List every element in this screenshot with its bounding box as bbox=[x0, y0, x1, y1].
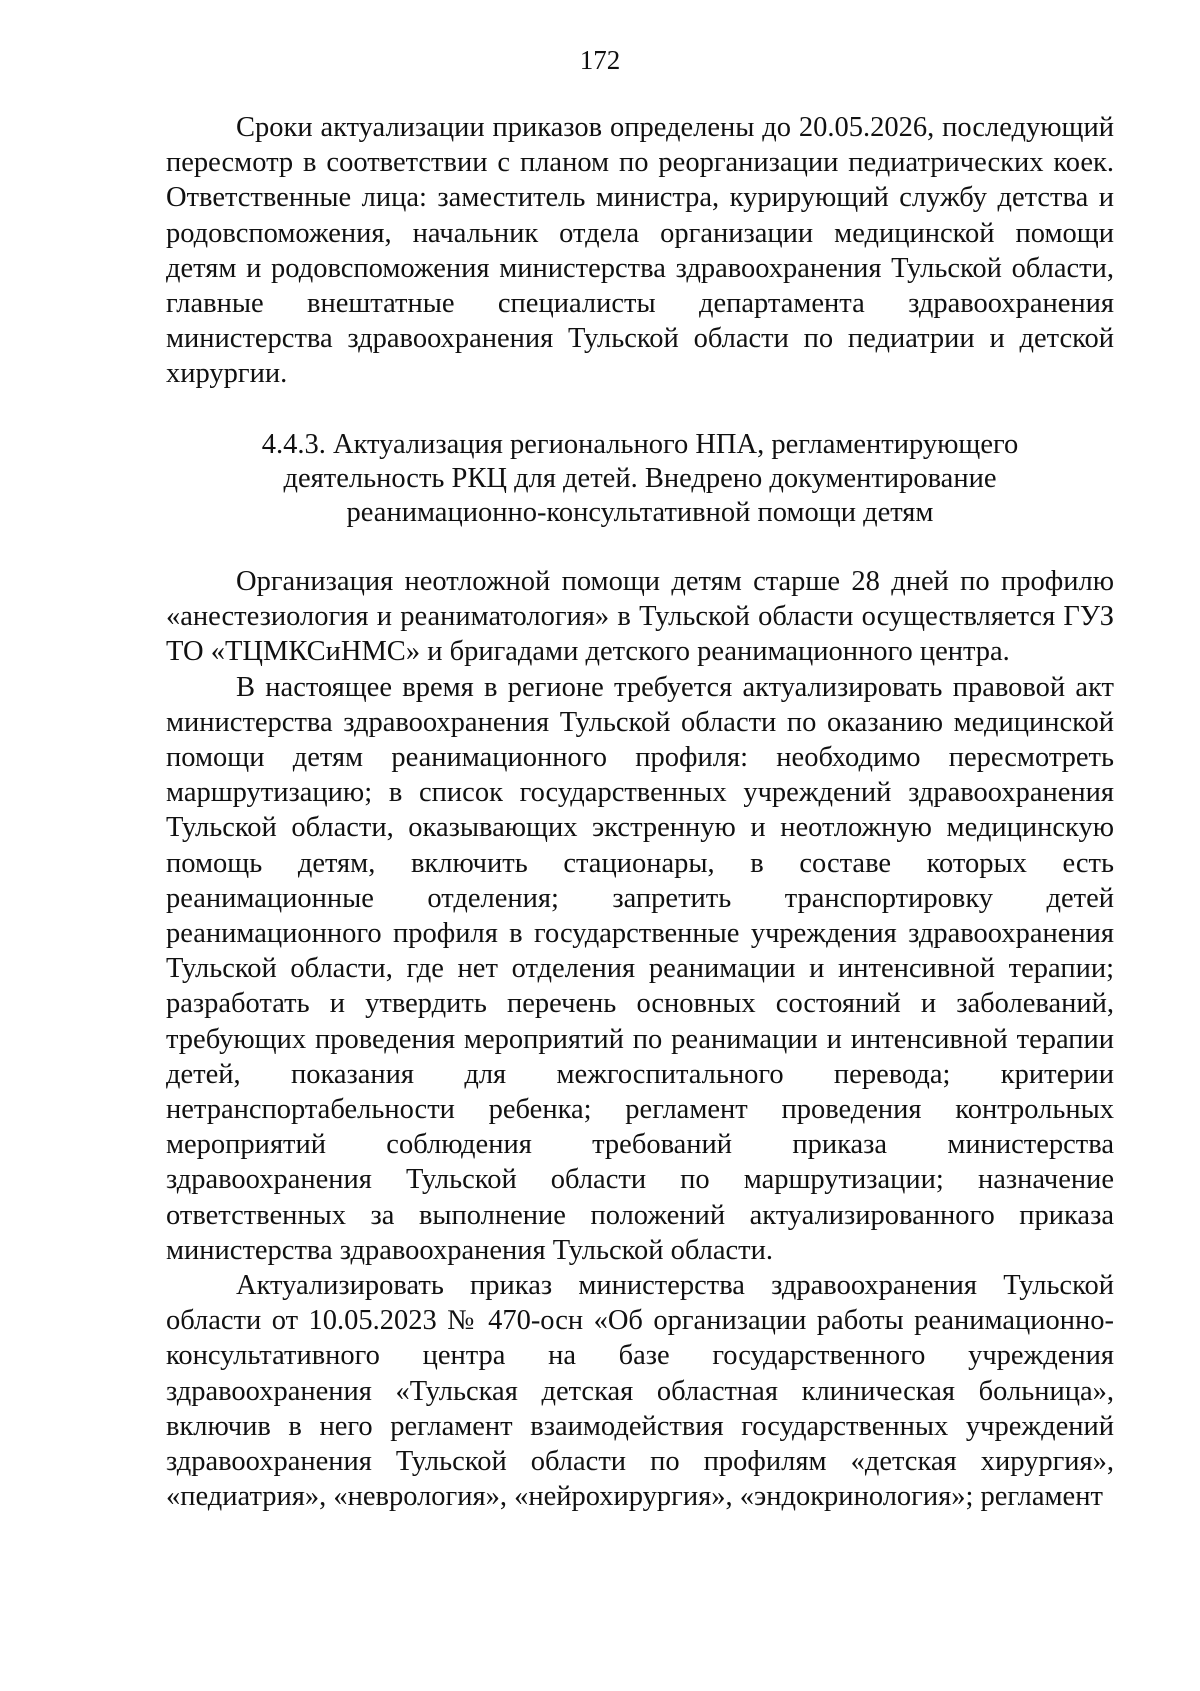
paragraph-emergency-care: Организация неотложной помощи детям старше 28 дней по профилю «анестезиология и реаниматология» в Тульской области осуществляется ГУЗ ТО «ТЦМКСиНМС» и бригадами детского реанимационного центра. bbox=[166, 566, 1114, 668]
section-heading-line-3: реанимационно-консультативной помощи детям bbox=[346, 497, 934, 528]
paragraph-order-update: Актуализировать приказ министерства здравоохранения Тульской области от 10.05.2023 № 470-осн «Об организации работы реанимационно-консультативного центра на базе государственного учреждения здравоохранения «Тульская детская областная клиническая больница», включив в него регламент взаимодействия государственных учреждений здравоохранения Тульской области по профилям «детская хирургия», «педиатрия», «неврология», «нейрохирургия», «эндокринология»; регламент bbox=[166, 1270, 1114, 1513]
paragraph-legal-act: В настоящее время в регионе требуется актуализировать правовой акт министерства здравоохранения Тульской области по оказанию медицинской помощи детям реанимационного профиля: необходимо пересмотреть маршрутизацию; в список государственных учреждений здравоохранения Тульской области, оказывающих экстренную и неотложную медицинскую помощь детям, включить стационары, в составе которых есть реанимационные отделения; запретить транспортировку детей реанимационного профиля в государственные учреждения здравоохранения Тульской области, где нет отделения реанимации и интенсивной терапии; разработать и утвердить перечень основных состояний и заболеваний, требующих проведения мероприятий по реанимации и интенсивной терапии детей, показания для межгоспитального перевода; критерии нетранспортабельности ребенка; регламент проведения контрольных мероприятий соблюдения требований приказа министерства здравоохранения Тульской области по маршрутизации; назначение ответственных за выполнение положений актуализированного приказа министерства здравоохранения Тульской области. bbox=[166, 671, 1114, 1266]
page-number: 172 bbox=[579, 45, 621, 75]
intro-block bbox=[166, 110, 1114, 392]
section-heading bbox=[166, 428, 1114, 530]
section-heading-line-1: 4.4.3. Актуализация регионального НПА, регламентирующего bbox=[261, 429, 1019, 460]
paragraph-deadlines: Сроки актуализации приказов определены до 20.05.2026, последующий пересмотр в соответствии с планом по реорганизации педиатрических коек. Ответственные лица: заместитель министра, курирующий службу детства и родовспоможения, начальник отдела организации медицинской помощи детям и родовспоможения министерства здравоохранения Тульской области, главные внештатные специалисты департамента здравоохранения министерства здравоохранения Тульской области по педиатрии и детской хирургии. bbox=[166, 112, 1114, 390]
section-heading-line-2: деятельность РКЦ для детей. Внедрено документирование bbox=[283, 463, 997, 494]
section-body bbox=[166, 564, 1114, 1514]
